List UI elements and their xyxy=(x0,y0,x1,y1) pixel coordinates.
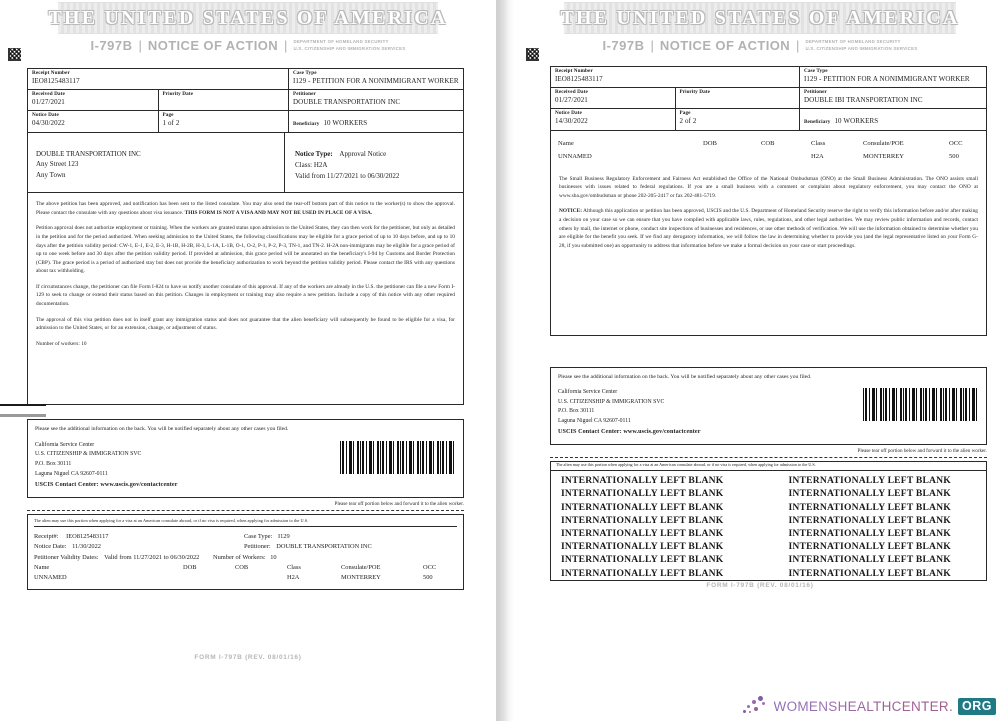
priority-date-cell-2 xyxy=(675,87,800,108)
receipt-number-cell-2 xyxy=(551,67,800,88)
page2-blank-block xyxy=(550,461,987,581)
tear-noticedate-value: 11/30/2022 xyxy=(72,543,101,551)
document-page-1 xyxy=(0,0,496,721)
uscis-contact-center-link[interactable]: USCIS Contact Center: www.uscis.gov/contactcenter xyxy=(35,481,178,488)
blank-cell: INTERNATIONALLY LEFT BLANK xyxy=(788,567,951,579)
receipt-number-cell xyxy=(28,69,289,90)
service-center-row xyxy=(35,441,456,490)
beneficiary-value: 10 WORKERS xyxy=(323,118,368,127)
department-line-1-2: DEPARTMENT OF HOMELAND SECURITY xyxy=(805,39,901,45)
cell-name-2: UNNAMED xyxy=(558,153,592,161)
blank-cell: INTERNATIONALLY LEFT BLANK xyxy=(788,514,951,526)
cell-occ: 500 xyxy=(423,574,433,582)
department-line-2-2: U.S. CITIZENSHIP AND IMMIGRATION SERVICES xyxy=(805,45,918,51)
tear-receipt-label: Receipt#: xyxy=(34,532,59,540)
page2-paragraph-ombudsman: The Small Business Regulatory Enforcement and Fairness Act established the Office of the National Ombudsman (ONO) at the Small Business Administration. The ONO assists small businesses with issues related to federal regulations. If you are a small business with a comment or complaint about regulatory enforcement, you may contact the ONO at www.sba.gov/ombudsman or phone 202-205-2417 or fax 202-481-5719. xyxy=(559,175,978,199)
cell-class-2: H2A xyxy=(811,153,824,161)
case-type-label-2: Case Type xyxy=(804,68,828,74)
barcode-image xyxy=(340,441,456,474)
service-center-city: Laguna Niguel CA 92607-0111 xyxy=(35,470,108,477)
site-watermark-logo[interactable] xyxy=(743,696,996,716)
page1-masthead xyxy=(0,0,496,53)
tear-workers-label: Number of Workers: xyxy=(212,553,266,561)
col-cob: COB xyxy=(235,563,249,571)
service-center-address xyxy=(35,441,178,490)
page1-tear-off-section xyxy=(27,514,464,591)
received-date-label: Received Date xyxy=(32,90,65,97)
priority-date-label-2: Priority Date xyxy=(679,88,711,95)
case-type-value: I129 - PETITION FOR A NONIMMIGRANT WORKER xyxy=(293,77,459,86)
united-states-banner-graphic xyxy=(48,2,448,34)
form-number-label: I-797B xyxy=(90,38,133,53)
blank-rows-grid xyxy=(551,474,986,580)
case-type-cell xyxy=(289,69,464,90)
beneficiary-cell-2 xyxy=(800,108,987,130)
tear-petitioner-label: Petitioner: xyxy=(244,543,271,551)
col-dob-2: DOB xyxy=(703,139,717,147)
address-line-2: Any Street 123 xyxy=(36,160,79,169)
tear-off-instruction-2: Please tear off portion below and forward it to the alien worker. xyxy=(857,448,987,455)
page-value: 1 of 2 xyxy=(162,118,180,127)
tear-validity-value: Valid from 11/27/2021 to 06/30/2022 xyxy=(104,553,200,561)
page-value-2: 2 of 2 xyxy=(679,116,697,125)
page1-header-table xyxy=(27,68,464,133)
page2-form-footer: FORM I-797B (REV. 08/01/16) xyxy=(706,582,814,589)
paragraph-4: The approval of this visa petition does not in itself grant any immigration status and does not guarantee that the alien beneficiary will subsequently be found to be eligible for a visa, for admission to the United States, or for an extension, change, or adjustment of status. xyxy=(36,316,455,332)
notice-date-label-2: Notice Date xyxy=(555,109,582,116)
case-type-value-2: I129 - PETITION FOR A NONIMMIGRANT WORKER xyxy=(804,75,970,84)
tear-receipt-value: IEO8125483117 xyxy=(66,532,109,540)
petitioner-value-2: DOUBLE IBI TRANSPORTATION INC xyxy=(804,95,923,104)
blank-cell: INTERNATIONALLY LEFT BLANK xyxy=(788,554,951,566)
address-line-3: Any Town xyxy=(36,171,66,180)
table-row xyxy=(551,108,987,130)
col-consulate-2: Consulate/POE xyxy=(863,139,904,147)
cell-class: H2A xyxy=(287,574,300,582)
table-row xyxy=(551,149,986,163)
priority-date-label: Priority Date xyxy=(162,90,194,97)
page2-notice-body: Although this application or petition has been approved, USCIS and the U.S. Department of Homeland Security reserve the right to verify this information before and/or after making a decision on your case so we can ensure that you have complied with applicable laws, rules, regulations, and other legal authorities. We may review public information and records, contact others by mail, the internet or phone, conduct site inspections of businesses and residences, or use other methods of verification. We will use the information obtained to determine whether you are eligible for the benefit you seek. If we find any derogatory information, we will follow the law in determining whether to provide you (and the legal representative listed on your Form G-28, if you submitted one) an opportunity to address that information before we make a formal decision on your case or start proceedings. xyxy=(559,208,978,249)
tear-off-disclaimer: The alien may use this portion when applying for a visa at an American consulate abroad, or if no visa is required, when applying for admission to the U.S. xyxy=(34,518,457,527)
tear-off-dashed-line xyxy=(27,510,464,511)
col-consulate: Consulate/POE xyxy=(341,563,381,571)
page2-notice-bold-head: NOTICE: xyxy=(559,208,583,215)
blank-cell: INTERNATIONALLY LEFT BLANK xyxy=(788,501,951,513)
notice-valid-line: Valid from 11/27/2021 to 06/30/2022 xyxy=(295,172,400,180)
table-row xyxy=(28,89,464,110)
paragraph-1-text: The above petition has been approved, and notification has been sent to the listed consulate. You may also send the tear-off bottom part of this notice to the worker(s) to show the approval. Please contact the consulate with any questions about visa issuance. xyxy=(36,201,455,216)
tear-petitioner-value: DOUBLE TRANSPORTATION INC xyxy=(276,543,372,551)
datamatrix-barcode-icon xyxy=(8,48,21,61)
page2-paragraph-notice xyxy=(559,207,978,250)
page2-name-table-header xyxy=(551,136,986,150)
received-date-value-2: 01/27/2021 xyxy=(555,95,588,104)
page1-body-paragraphs xyxy=(27,193,464,405)
cell-dob-2 xyxy=(703,152,761,163)
blank-cell: INTERNATIONALLY LEFT BLANK xyxy=(561,475,724,487)
beneficiary-value-2: 10 WORKERS xyxy=(834,116,879,125)
masthead-divider-4: | xyxy=(796,38,800,53)
tear-workers-value: 10 xyxy=(270,553,277,561)
notice-date-cell-2 xyxy=(551,108,676,130)
tear-off-dashed-line-2 xyxy=(550,457,987,458)
col-occ: OCC xyxy=(423,563,437,571)
beneficiary-label: Beneficiary xyxy=(293,120,320,127)
tear-casetype-row xyxy=(244,532,457,542)
cell-cob xyxy=(235,573,287,583)
tear-casetype-value: I129 xyxy=(277,532,290,540)
banner-title: THE UNITED STATES OF AMERICA xyxy=(48,6,448,29)
uscis-contact-center-link-2[interactable]: USCIS Contact Center: www.uscis.gov/contactcenter xyxy=(558,428,701,435)
receipt-number-label: Receipt Number xyxy=(32,70,70,76)
petitioner-address-block xyxy=(28,133,285,193)
logo-dots-icon xyxy=(743,696,769,716)
masthead-divider: | xyxy=(138,38,142,53)
received-date-cell-2 xyxy=(551,87,676,108)
blank-cell: INTERNATIONALLY LEFT BLANK xyxy=(561,528,724,539)
page1-left-rule-1 xyxy=(0,404,46,406)
paragraph-3: If circumstances change, the petitioner can file Form I-824 to have us notify another consulate of this approval. If any of the workers are already in the U.S. the petitioner can file a new Form I-129 to seek to change or extend their status based on this petition. Changes in employment or training may also require a new petition. Include a copy of this notice with any other required documentation. xyxy=(36,283,455,307)
paragraph-1 xyxy=(36,200,455,217)
see-back-notice: Please see the additional information on the back. You will be notified separately about any other cases you filed. xyxy=(35,426,289,433)
blank-cell: INTERNATIONALLY LEFT BLANK xyxy=(561,514,724,526)
department-line-2: U.S. CITIZENSHIP AND IMMIGRATION SERVICES xyxy=(293,45,406,51)
masthead-divider-2: | xyxy=(284,38,288,53)
department-block-2 xyxy=(805,39,917,52)
service-center-row-2 xyxy=(558,388,979,437)
col-dob: DOB xyxy=(183,563,197,571)
masthead-subheader-2 xyxy=(520,38,1000,53)
col-class-2: Class xyxy=(811,139,826,147)
page1-address-notice-box xyxy=(27,133,464,194)
service-center-agency: U.S. CITIZENSHIP & IMMIGRATION SVC xyxy=(35,451,142,458)
table-row xyxy=(551,67,987,88)
department-line-1: DEPARTMENT OF HOMELAND SECURITY xyxy=(293,39,389,45)
tear-off-instruction: Please tear off portion below and forward it to the alien worker. xyxy=(334,500,464,507)
page1-form-footer: FORM I-797B (REV. 08/01/16) xyxy=(194,654,302,661)
notice-date-value: 04/30/2022 xyxy=(32,118,65,127)
receipt-number-value-2: IEO8125483117 xyxy=(555,75,603,84)
blank-cell: INTERNATIONALLY LEFT BLANK xyxy=(788,528,951,539)
masthead-subheader xyxy=(0,38,496,53)
beneficiary-cell xyxy=(289,110,464,132)
receipt-number-label-2: Receipt Number xyxy=(555,68,593,74)
notice-of-action-label: NOTICE OF ACTION xyxy=(147,38,279,53)
watermark-tld-badge: ORG xyxy=(958,698,996,715)
cell-consulate-2: MONTERREY xyxy=(863,153,905,161)
service-center-address-2 xyxy=(558,388,701,437)
cell-consulate: MONTERREY xyxy=(341,574,381,582)
page-number-cell xyxy=(158,110,289,132)
notice-type-row xyxy=(295,149,455,160)
paragraph-1-bold: THIS FORM IS NOT A VISA AND MAY NOT BE USED IN PLACE OF A VISA. xyxy=(184,209,373,216)
masthead-divider-3: | xyxy=(650,38,654,53)
department-block xyxy=(293,39,405,52)
priority-date-cell xyxy=(158,89,289,110)
cell-occ-2: 500 xyxy=(949,153,959,161)
service-center-pobox: P.O. Box 30111 xyxy=(35,461,72,468)
page1-service-center-box xyxy=(27,419,464,498)
tear-validity-row xyxy=(34,553,457,563)
notice-of-action-label-2: NOTICE OF ACTION xyxy=(659,38,791,53)
see-back-notice-2: Please see the additional information on the back. You will be notified separately about any other cases you filed. xyxy=(558,373,812,380)
petitioner-cell xyxy=(289,89,464,110)
paragraph-2: Petition approval does not authorize employment or training. When the workers are granted status upon admission to the United States, they can then work for the petitioner, but only as detailed in the petition and for the period authorized. When seeking admission to the United States, the following classifications may be eligible for a grace period of up to 10 days before, and up to 10 days after the petition validity period: CW-1, E-1, E-2, E-3, H-1B, H-2B, H-3, L-1A, L-1B, O-1, O-2, P-1, P-2, P-3, TN-1, and TN-2. H-2A non-immigrants may be eligible for a grace period of up to one week before and 30 days after the petition validity period. If provided at admission, this grace period will be annotated on the beneficiary's I-94 by Customs and Border Protection (CBP). The grace period is a period of authorized stay but does not provide the beneficiary authorization to work beyond the petition validity period. Please contact the IRS with any questions about tax withholding. xyxy=(36,225,455,275)
table-row xyxy=(34,573,457,583)
receipt-number-value: IEO8125483117 xyxy=(32,77,80,86)
tear-casetype-label: Case Type: xyxy=(244,532,273,540)
banner-title-2: THE UNITED STATES OF AMERICA xyxy=(560,6,960,29)
notice-date-label: Notice Date xyxy=(32,111,59,118)
service-center-pobox-2: P.O. Box 30111 xyxy=(558,408,595,415)
tear-receipt-row xyxy=(34,532,244,542)
petitioner-value: DOUBLE TRANSPORTATION INC xyxy=(293,97,401,106)
page2-body-box xyxy=(550,131,987,336)
col-cob-2: COB xyxy=(761,139,775,147)
service-center-name-2: California Service Center xyxy=(558,389,618,396)
service-center-agency-2: U.S. CITIZENSHIP & IMMIGRATION SVC xyxy=(558,398,665,405)
notice-date-value-2: 14/30/2022 xyxy=(555,116,588,125)
case-type-cell-2 xyxy=(800,67,987,88)
petitioner-cell-2 xyxy=(800,87,987,108)
received-date-label-2: Received Date xyxy=(555,88,588,95)
page2-masthead xyxy=(520,0,1000,53)
paragraph-5-number-of-workers: Number of workers: 10 xyxy=(36,340,87,347)
tear-off-table-header xyxy=(34,563,457,573)
table-row xyxy=(28,69,464,90)
col-class: Class xyxy=(287,563,301,571)
blank-cell: INTERNATIONALLY LEFT BLANK xyxy=(788,475,951,487)
blank-cell: INTERNATIONALLY LEFT BLANK xyxy=(561,567,724,579)
petitioner-label-2: Petitioner xyxy=(804,88,827,95)
blank-block-disclaimer: The alien may use this portion when applying for a visa at an American consulate abroad, or if no visa is required, when applying for admission to the U.S. xyxy=(551,462,986,471)
address-line-1: DOUBLE TRANSPORTATION INC xyxy=(36,149,141,158)
tear-noticedate-label: Notice Date: xyxy=(34,543,67,551)
tear-petitioner-row xyxy=(244,542,457,552)
blank-cell: INTERNATIONALLY LEFT BLANK xyxy=(788,541,951,553)
cell-name: UNNAMED xyxy=(34,574,67,582)
blank-cell: INTERNATIONALLY LEFT BLANK xyxy=(561,554,724,566)
service-center-city-2: Laguna Niguel CA 92607-0111 xyxy=(558,418,631,425)
col-occ-2: OCC xyxy=(949,139,963,147)
page2-header-table xyxy=(550,66,987,131)
form-number-label-2: I-797B xyxy=(602,38,645,53)
tear-off-fields xyxy=(34,532,457,553)
table-row xyxy=(28,110,464,132)
col-name: Name xyxy=(34,563,50,571)
tear-validity-label: Petitioner Validity Dates: xyxy=(34,553,99,561)
notice-date-cell xyxy=(28,110,159,132)
beneficiary-label-2: Beneficiary xyxy=(804,118,831,125)
tear-noticedate-row xyxy=(34,542,244,552)
page2-service-center-box xyxy=(550,367,987,446)
blank-cell: INTERNATIONALLY LEFT BLANK xyxy=(788,488,951,500)
service-center-name: California Service Center xyxy=(35,441,95,448)
col-name-2: Name xyxy=(558,139,574,147)
document-page-2 xyxy=(520,0,1000,721)
notice-type-value: Approval Notice xyxy=(339,149,387,158)
blank-cell: INTERNATIONALLY LEFT BLANK xyxy=(561,501,724,513)
barcode-image-2 xyxy=(863,388,979,421)
page1-left-rule-2 xyxy=(0,414,46,417)
cell-cob-2 xyxy=(761,152,811,163)
petitioner-label: Petitioner xyxy=(293,90,316,97)
blank-cell: INTERNATIONALLY LEFT BLANK xyxy=(561,541,724,553)
page-label: Page xyxy=(162,111,174,118)
received-date-cell xyxy=(28,89,159,110)
united-states-banner-graphic-2 xyxy=(560,2,960,34)
notice-class-line: Class: H2A xyxy=(295,160,328,169)
cell-dob xyxy=(183,573,235,583)
notice-type-label: Notice Type: xyxy=(295,149,333,158)
table-row xyxy=(551,87,987,108)
case-type-label: Case Type xyxy=(293,70,317,76)
page-label-2: Page xyxy=(679,109,691,116)
watermark-site-name: WOMENSHEALTHCENTER. xyxy=(773,698,954,714)
received-date-value: 01/27/2021 xyxy=(32,97,65,106)
page-number-cell-2 xyxy=(675,108,800,130)
notice-type-block xyxy=(285,133,463,193)
blank-cell: INTERNATIONALLY LEFT BLANK xyxy=(561,488,724,500)
datamatrix-barcode-icon-2 xyxy=(526,48,539,61)
